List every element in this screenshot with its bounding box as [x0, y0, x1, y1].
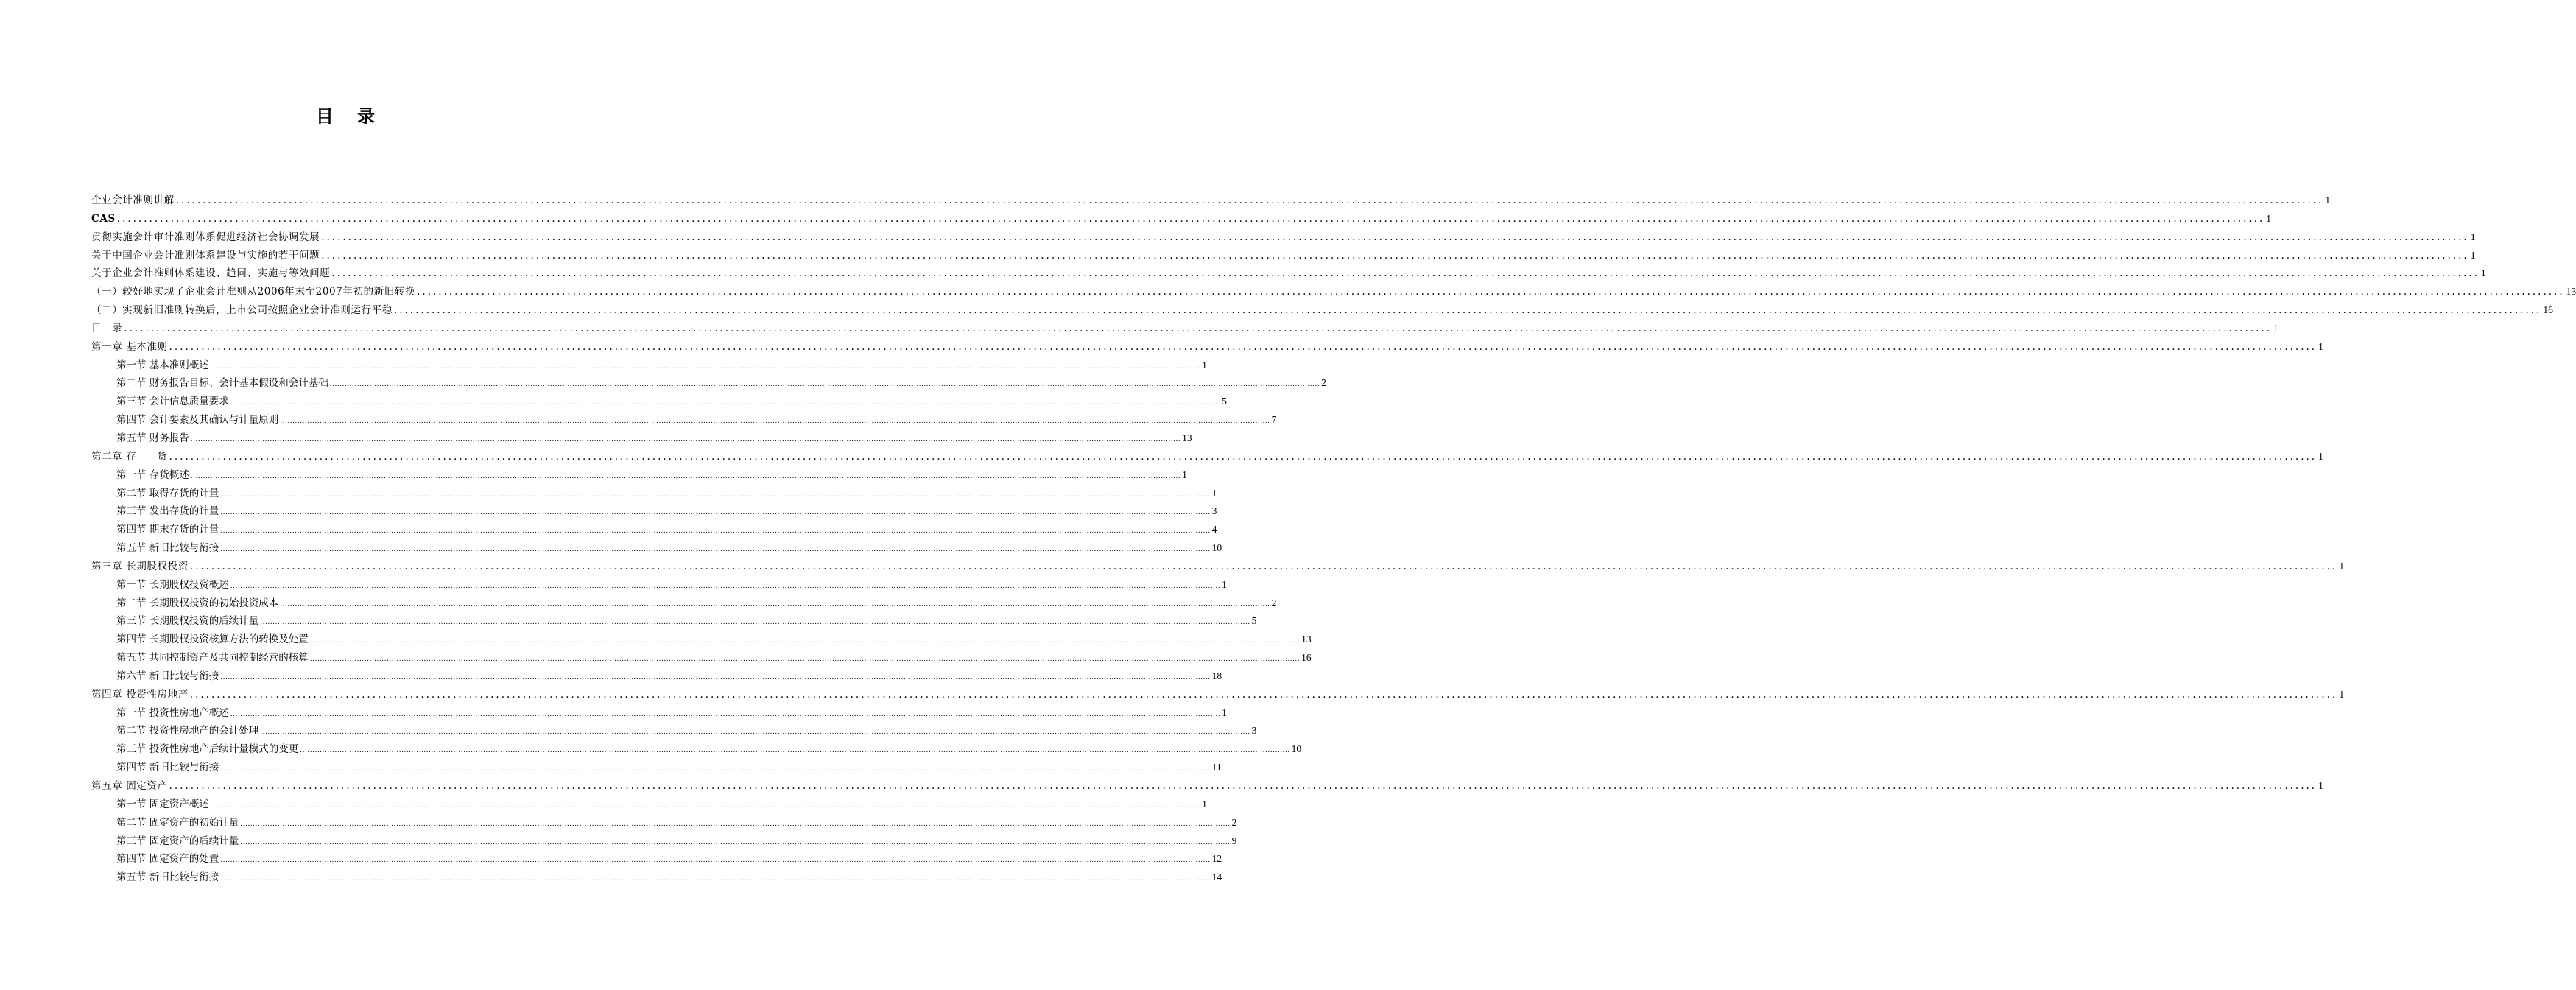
toc-page-number: 13 — [1301, 633, 1312, 645]
toc-entry-title: 第五节 共同控制资产及共同控制经营的核算 — [116, 652, 309, 664]
toc-chapter-entry[interactable] — [91, 192, 2331, 210]
toc-entry-title: 第二节 投资性房地产的会计处理 — [116, 725, 259, 737]
toc-dot-leader: ................................................................................................................................................................................................................................................................................................................................................................................................................ — [190, 472, 1181, 480]
toc-page-number: 5 — [1222, 396, 1227, 407]
toc-page-number: 1 — [2266, 212, 2272, 224]
toc-dot-leader: ................................................................................................................................................................................................................................................................................................................................................................................................................ — [189, 688, 2338, 701]
toc-entry-title: 第一节 投资性房地产概述 — [116, 706, 229, 719]
toc-dot-leader: ................................................................................................................................................................................................................................................................................................................................................................................................................ — [230, 710, 1221, 718]
toc-page-number: 18 — [1211, 670, 1222, 681]
toc-dot-leader: ................................................................................................................................................................................................................................................................................................................................................................................................................ — [220, 857, 1211, 865]
toc-entry-title: 第五节 财务报告 — [116, 432, 189, 444]
toc-entry-title: 第一节 存货概述 — [116, 468, 189, 481]
toc-page-number: 16 — [1301, 652, 1312, 664]
toc-chapter-entry[interactable] — [91, 686, 2345, 704]
toc-section-entry[interactable] — [91, 667, 1222, 686]
toc-dot-leader: ................................................................................................................................................................................................................................................................................................................................................................................................................ — [169, 780, 2318, 792]
toc-dot-leader: ................................................................................................................................................................................................................................................................................................................................................................................................................ — [417, 286, 2565, 298]
toc-entry-title: 第二节 财务报告目标、会计基本假设和会计基础 — [116, 377, 328, 390]
toc-section-entry[interactable] — [91, 429, 1192, 448]
toc-section-entry[interactable] — [91, 722, 1257, 740]
toc-entry-title: 关于企业会计准则体系建设、趋同、实施与等效问题 — [91, 267, 331, 280]
toc-page-number: 1 — [2480, 267, 2486, 279]
toc-section-entry[interactable] — [91, 411, 1277, 429]
toc-page-number: 1 — [2470, 231, 2476, 242]
toc-dot-leader: ................................................................................................................................................................................................................................................................................................................................................................................................................ — [309, 637, 1301, 645]
toc-section-entry[interactable] — [91, 357, 1207, 375]
toc-section-entry[interactable] — [91, 594, 1277, 613]
toc-page-number: 9 — [1231, 835, 1237, 846]
toc-dot-leader: ................................................................................................................................................................................................................................................................................................................................................................................................................ — [175, 194, 2324, 206]
toc-dot-leader: ................................................................................................................................................................................................................................................................................................................................................................................................................ — [260, 729, 1250, 737]
toc-section-entry[interactable] — [91, 502, 1217, 521]
toc-entry-title: 第二节 取得存货的计量 — [116, 487, 219, 499]
page-title: 目 录 — [315, 106, 384, 127]
toc-dot-leader: ................................................................................................................................................................................................................................................................................................................................................................................................................ — [169, 340, 2318, 353]
toc-dot-leader: ................................................................................................................................................................................................................................................................................................................................................................................................................ — [124, 322, 2272, 334]
toc-section-entry[interactable] — [91, 868, 1222, 887]
toc-page-number: 7 — [1271, 414, 1277, 426]
toc-page-number: 16 — [2543, 304, 2553, 316]
toc-page-number: 1 — [2318, 450, 2323, 462]
toc-entry-title: CAS — [91, 212, 116, 225]
toc-page-number: 1 — [1182, 468, 1187, 480]
toc-page-number: 11 — [1211, 762, 1222, 773]
toc-dot-leader: ................................................................................................................................................................................................................................................................................................................................................................................................................ — [189, 560, 2338, 572]
toc-dot-leader: ................................................................................................................................................................................................................................................................................................................................................................................................................ — [280, 418, 1270, 426]
toc-entry-title: 第四节 期末存货的计量 — [116, 524, 219, 536]
toc-section-entry[interactable] — [91, 374, 1326, 393]
toc-chapter-entry[interactable] — [91, 338, 2323, 357]
toc-entry-title: 目 录 — [91, 322, 123, 334]
toc-page-number: 3 — [1251, 725, 1257, 737]
toc-dot-leader: ................................................................................................................................................................................................................................................................................................................................................................................................................ — [309, 656, 1301, 664]
toc-section-entry[interactable] — [91, 850, 1222, 868]
toc-dot-leader: ................................................................................................................................................................................................................................................................................................................................................................................................................ — [220, 509, 1211, 517]
toc-chapter-entry[interactable] — [91, 320, 2278, 338]
toc-chapter-entry[interactable] — [91, 301, 2553, 320]
toc-page-number: 1 — [2273, 322, 2278, 334]
toc-page-number: 1 — [2318, 340, 2323, 352]
toc-dot-leader: ................................................................................................................................................................................................................................................................................................................................................................................................................ — [220, 546, 1211, 554]
toc-entry-title: 第二章 存 货 — [91, 450, 168, 463]
toc-chapter-entry[interactable] — [91, 228, 2476, 247]
toc-page-number: 1 — [1202, 798, 1207, 810]
toc-entry-title: 企业会计准则讲解 — [91, 194, 175, 206]
toc-chapter-entry[interactable] — [91, 283, 2576, 301]
toc-dot-leader: ................................................................................................................................................................................................................................................................................................................................................................................................................ — [331, 267, 2480, 280]
toc-entry-title: 第三章 长期股权投资 — [91, 560, 189, 572]
toc-dot-leader: ................................................................................................................................................................................................................................................................................................................................................................................................................ — [169, 450, 2318, 463]
toc-page-number: 1 — [2339, 560, 2345, 572]
toc-page-number: 14 — [1211, 871, 1222, 883]
toc-page-number: 10 — [1211, 542, 1222, 554]
toc-chapter-entry[interactable] — [91, 558, 2345, 576]
toc-page-number: 10 — [1291, 743, 1302, 755]
toc-section-entry[interactable] — [91, 485, 1217, 503]
toc-dot-leader: ................................................................................................................................................................................................................................................................................................................................................................................................................ — [210, 801, 1201, 810]
toc-dot-leader: ................................................................................................................................................................................................................................................................................................................................................................................................................ — [220, 527, 1211, 536]
toc-page-number: 1 — [2318, 780, 2323, 791]
toc-entry-title: 第四节 新旧比较与衔接 — [116, 762, 219, 774]
toc-dot-leader: ................................................................................................................................................................................................................................................................................................................................................................................................................ — [220, 673, 1211, 681]
toc-page-number: 13 — [2566, 286, 2576, 298]
toc-entry-title: 第五节 新旧比较与衔接 — [116, 871, 219, 884]
toc-entry-title: 第四节 会计要素及其确认与计量原则 — [116, 414, 279, 426]
toc-page-number: 2 — [1321, 377, 1326, 389]
toc-dot-leader: ................................................................................................................................................................................................................................................................................................................................................................................................................ — [116, 212, 2265, 225]
toc-entry-title: 第一节 固定资产概述 — [116, 798, 209, 810]
toc-dot-leader: ................................................................................................................................................................................................................................................................................................................................................................................................................ — [230, 399, 1221, 407]
toc-entry-title: 第三节 长期股权投资的后续计量 — [116, 615, 259, 628]
toc-section-entry[interactable] — [91, 612, 1257, 631]
toc-page-number: 4 — [1211, 524, 1217, 536]
toc-entry-title: 第一章 基本准则 — [91, 340, 168, 353]
toc-chapter-entry[interactable] — [91, 247, 2476, 265]
table-of-contents — [91, 192, 2576, 887]
toc-page-number: 12 — [1211, 853, 1222, 865]
toc-dot-leader: ................................................................................................................................................................................................................................................................................................................................................................................................................ — [300, 747, 1290, 755]
toc-section-entry[interactable] — [91, 740, 1302, 759]
toc-page-number: 1 — [1202, 359, 1207, 371]
toc-dot-leader: ................................................................................................................................................................................................................................................................................................................................................................................................................ — [240, 838, 1231, 846]
toc-section-entry[interactable] — [91, 649, 1312, 667]
toc-entry-title: 第五章 固定资产 — [91, 780, 168, 792]
toc-section-entry[interactable] — [91, 814, 1237, 832]
toc-page-number: 1 — [1222, 706, 1227, 718]
toc-section-entry[interactable] — [91, 393, 1227, 411]
toc-section-entry[interactable] — [91, 796, 1207, 814]
toc-entry-title: 第五节 新旧比较与衔接 — [116, 542, 219, 555]
toc-page-number: 1 — [2470, 249, 2476, 261]
toc-page-number: 1 — [2325, 194, 2331, 206]
toc-chapter-entry[interactable] — [91, 264, 2486, 283]
toc-entry-title: 第二节 固定资产的初始计量 — [116, 816, 239, 829]
toc-entry-title: 第三节 会计信息质量要求 — [116, 396, 229, 408]
toc-dot-leader: ................................................................................................................................................................................................................................................................................................................................................................................................................ — [230, 582, 1221, 590]
toc-page-number: 1 — [1211, 487, 1217, 499]
toc-dot-leader: ................................................................................................................................................................................................................................................................................................................................................................................................................ — [210, 362, 1201, 371]
toc-entry-title: 第一节 长期股权投资概述 — [116, 578, 229, 591]
toc-section-entry[interactable] — [91, 704, 1227, 723]
toc-dot-leader: ................................................................................................................................................................................................................................................................................................................................................................................................................ — [321, 231, 2469, 243]
toc-chapter-entry[interactable] — [91, 448, 2323, 466]
toc-entry-title: 第四节 长期股权投资核算方法的转换及处置 — [116, 633, 309, 646]
toc-entry-title: 第四章 投资性房地产 — [91, 688, 189, 701]
toc-dot-leader: ................................................................................................................................................................................................................................................................................................................................................................................................................ — [190, 435, 1181, 443]
toc-page-number: 2 — [1271, 597, 1277, 608]
toc-section-entry[interactable] — [91, 539, 1222, 558]
toc-entry-title: 第三节 固定资产的后续计量 — [116, 835, 239, 847]
toc-section-entry[interactable] — [91, 759, 1222, 777]
toc-dot-leader: ................................................................................................................................................................................................................................................................................................................................................................................................................ — [393, 304, 2542, 317]
toc-entry-title: 第二节 长期股权投资的初始投资成本 — [116, 597, 279, 609]
toc-page-number: 1 — [1222, 578, 1227, 590]
toc-page-number: 3 — [1211, 505, 1217, 517]
toc-dot-leader: ................................................................................................................................................................................................................................................................................................................................................................................................................ — [240, 820, 1231, 828]
toc-entry-title: 第六节 新旧比较与衔接 — [116, 670, 219, 682]
toc-page-number: 5 — [1251, 615, 1257, 627]
toc-dot-leader: ................................................................................................................................................................................................................................................................................................................................................................................................................ — [220, 875, 1211, 883]
toc-chapter-entry[interactable] — [91, 777, 2323, 796]
toc-section-entry[interactable] — [91, 631, 1312, 649]
toc-section-entry[interactable] — [91, 576, 1227, 594]
toc-page-number: 13 — [1182, 432, 1192, 443]
toc-page-number: 2 — [1231, 816, 1237, 828]
toc-chapter-entry[interactable] — [91, 210, 2272, 228]
toc-entry-title: （二）实现新旧准则转换后，上市公司按照企业会计准则运行平稳 — [91, 304, 393, 317]
toc-entry-title: （一）较好地实现了企业会计准则从2006年末至2007年初的新旧转换 — [91, 286, 416, 298]
toc-dot-leader: ................................................................................................................................................................................................................................................................................................................................................................................................................ — [329, 381, 1320, 389]
toc-entry-title: 第三节 发出存货的计量 — [116, 505, 219, 518]
toc-entry-title: 第四节 固定资产的处置 — [116, 853, 219, 866]
toc-page-number: 1 — [2339, 688, 2345, 700]
toc-dot-leader: ................................................................................................................................................................................................................................................................................................................................................................................................................ — [321, 249, 2469, 261]
toc-entry-title: 第一节 基本准则概述 — [116, 359, 209, 371]
toc-entry-title: 贯彻实施会计审计准则体系促进经济社会协调发展 — [91, 231, 320, 243]
toc-section-entry[interactable] — [91, 521, 1217, 539]
toc-entry-title: 第三节 投资性房地产后续计量模式的变更 — [116, 743, 299, 756]
toc-dot-leader: ................................................................................................................................................................................................................................................................................................................................................................................................................ — [220, 765, 1211, 773]
toc-section-entry[interactable] — [91, 832, 1237, 851]
toc-dot-leader: ................................................................................................................................................................................................................................................................................................................................................................................................................ — [220, 491, 1211, 499]
toc-section-entry[interactable] — [91, 466, 1187, 485]
toc-entry-title: 关于中国企业会计准则体系建设与实施的若干问题 — [91, 249, 320, 261]
toc-dot-leader: ................................................................................................................................................................................................................................................................................................................................................................................................................ — [280, 600, 1270, 608]
toc-dot-leader: ................................................................................................................................................................................................................................................................................................................................................................................................................ — [260, 619, 1250, 627]
